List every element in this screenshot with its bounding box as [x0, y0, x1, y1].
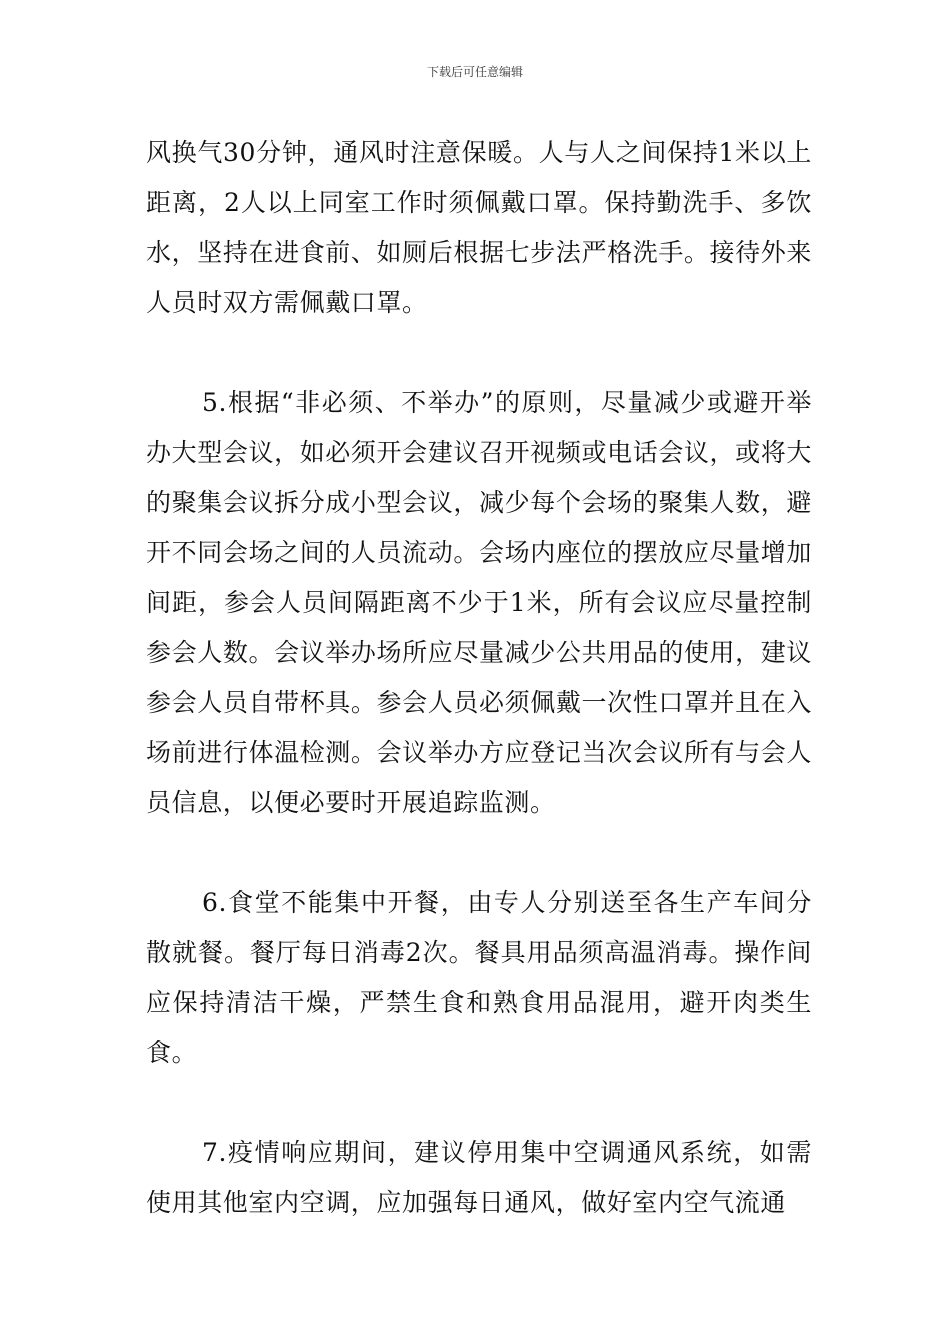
document-body	[146, 128, 812, 1228]
paragraph-item-7: 7.疫情响应期间，建议停用集中空调通风系统，如需使用其他室内空调，应加强每日通风，做好室内空气流通	[146, 1138, 812, 1217]
paragraph-item-5: 5.根据“非必须、不举办”的原则，尽量减少或避开举办大型会议，如必须开会建议召开视频或电话会议，或将大的聚集会议拆分成小型会议，减少每个会场的聚集人数，避开不同会场之间的人员流动。会场内座位的摆放应尽量增加间距，参会人员间隔距离不少于1米，所有会议应尽量控制参会人数。会议举办场所应尽量减少公共用品的使用，建议参会人员自带杯具。参会人员必须佩戴一次性口罩并且在入场前进行体温检测。会议举办方应登记当次会议所有与会人员信息，以便必要时开展追踪监测。	[146, 388, 812, 817]
page-header: 下载后可任意编辑	[426, 65, 523, 79]
paragraph-item-6: 6.食堂不能集中开餐，由专人分别送至各生产车间分散就餐。餐厅每日消毒2次。餐具用品须高温消毒。操作间应保持清洁干燥，严禁生食和熟食用品混用，避开肉类生食。	[146, 888, 812, 1067]
paragraph-continuation: 风换气30分钟，通风时注意保暖。人与人之间保持1米以上距离，2人以上同室工作时须佩戴口罩。保持勤洗手、多饮水，坚持在进食前、如厕后根据七步法严格洗手。接待外来人员时双方需佩戴口罩。	[146, 138, 812, 317]
